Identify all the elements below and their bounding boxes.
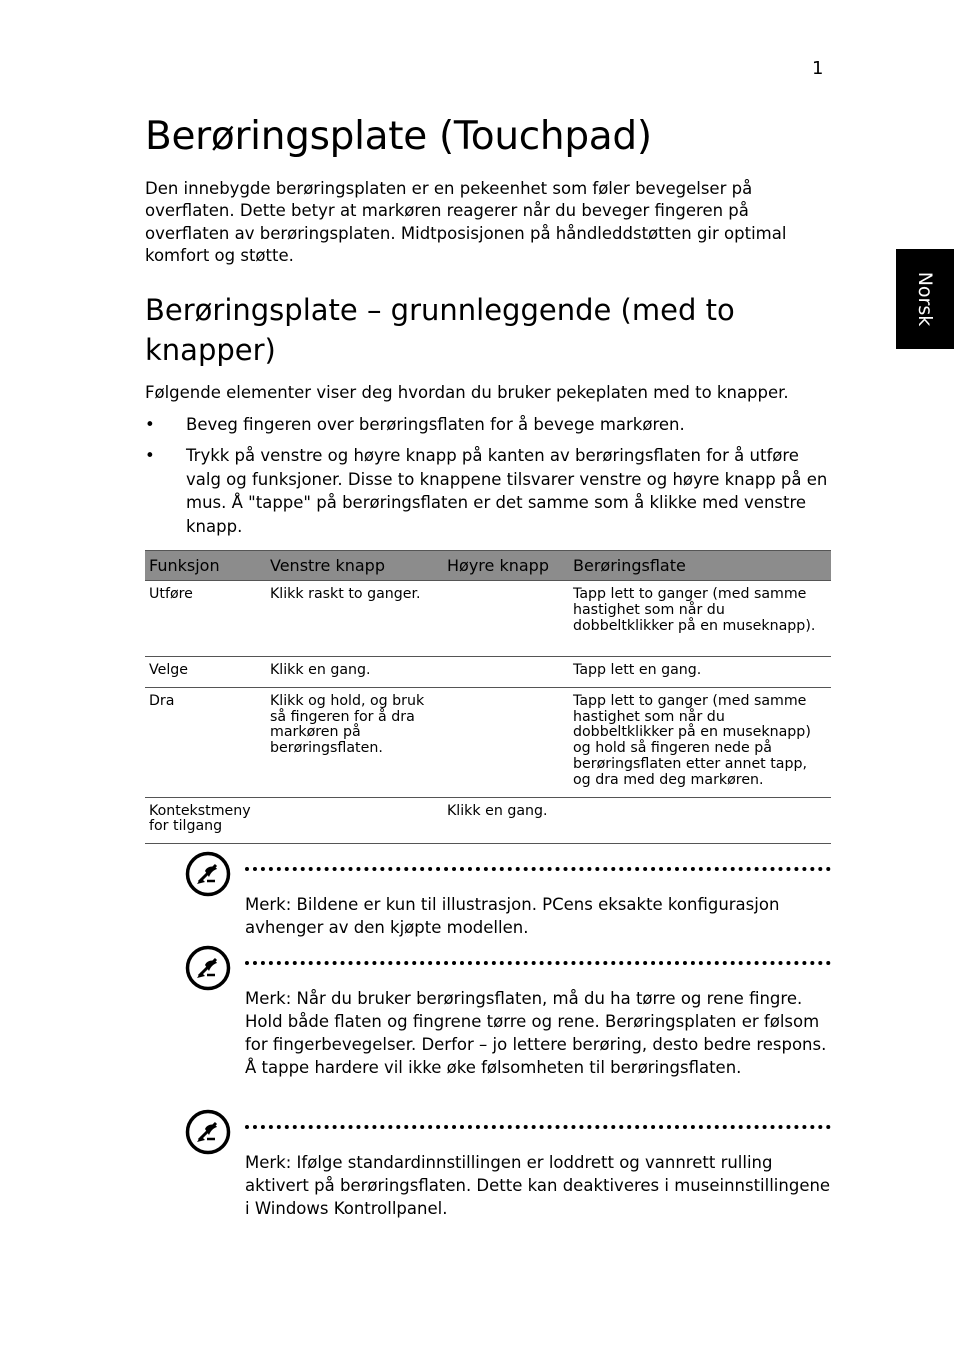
table-cell bbox=[266, 797, 443, 844]
table-cell: Tapp lett en gang. bbox=[569, 657, 831, 688]
table-row bbox=[145, 797, 831, 844]
note-pen-icon bbox=[185, 851, 231, 897]
table-cell: Klikk en gang. bbox=[443, 797, 569, 844]
table-cell: Klikk og hold, og bruk så fingeren for å dra markøren på berøringsflaten. bbox=[266, 687, 443, 797]
note-body: Ifølge standardinnstillingen er loddrett og vannrett rulling aktivert på berøringsflaten. Dette kan deaktiveres i museinnstillingene i Windows Kontrollpanel. bbox=[245, 1153, 831, 1218]
page-title: Berøringsplate (Touchpad) bbox=[145, 114, 652, 159]
note-pen-icon bbox=[185, 945, 231, 991]
note-pen-icon bbox=[185, 1109, 231, 1155]
table-row bbox=[145, 581, 831, 657]
list-item-text: Beveg fingeren over berøringsflaten for å bevege markøren. bbox=[186, 415, 685, 434]
table-header-cell: Venstre knapp bbox=[266, 551, 443, 581]
note-body: Bildene er kun til illustrasjon. PCens eksakte konfigurasjon avhenger av den kjøpte modellen. bbox=[245, 895, 780, 937]
table-header-cell: Høyre knapp bbox=[443, 551, 569, 581]
note-body: Når du bruker berøringsflaten, må du ha tørre og rene fingre. Hold både flaten og fingrene tørre og rene. Berøringsplaten er følsom for fingerbevegelser. Derfor – jo lettere berøring, desto bedre respons. Å tappe hardere vil ikke øke følsomheten til berøringsflaten. bbox=[245, 989, 827, 1077]
note-text bbox=[245, 1151, 831, 1220]
language-tab bbox=[896, 249, 954, 349]
language-tab-label: Norsk bbox=[914, 271, 936, 327]
table-cell bbox=[569, 797, 831, 844]
note-label: Merk: bbox=[245, 989, 292, 1008]
note-label: Merk: bbox=[245, 895, 292, 914]
dotted-divider bbox=[245, 961, 831, 965]
bullet-list bbox=[145, 413, 835, 546]
function-table bbox=[145, 550, 831, 844]
note-label: Merk: bbox=[245, 1153, 292, 1172]
page-number: 1 bbox=[812, 58, 824, 79]
dotted-divider bbox=[245, 867, 831, 871]
dotted-divider bbox=[245, 1125, 831, 1129]
section-lead: Følgende elementer viser deg hvordan du bruker pekeplaten med to knapper. bbox=[145, 383, 789, 402]
table-cell: Klikk raskt to ganger. bbox=[266, 581, 443, 657]
table-cell: Velge bbox=[145, 657, 266, 688]
table-cell: Utføre bbox=[145, 581, 266, 657]
table-cell: Klikk en gang. bbox=[266, 657, 443, 688]
table-cell bbox=[443, 581, 569, 657]
note-text bbox=[245, 987, 831, 1079]
bullet-dot: • bbox=[145, 415, 155, 434]
intro-paragraph: Den innebygde berøringsplaten er en pekeenhet som føler bevegelser på overflaten. Dette betyr at markøren reagerer når du beveger fingeren på overflaten av berøringsplaten. Midtposisjonen på håndleddstøtten gir optimal komfort og støtte. bbox=[145, 179, 787, 265]
table-cell: Tapp lett to ganger (med samme hastighet som når du dobbeltklikker på en museknapp) og hold så fingeren nede på berøringsflaten etter annet tapp, og dra med deg markøren. bbox=[569, 687, 831, 797]
table-cell: Tapp lett to ganger (med samme hastighet som når du dobbeltklikker på en museknapp). bbox=[569, 581, 831, 657]
table-header-cell: Berøringsflate bbox=[569, 551, 831, 581]
list-item bbox=[145, 444, 835, 538]
table-row bbox=[145, 657, 831, 688]
table-row bbox=[145, 687, 831, 797]
table-cell bbox=[443, 687, 569, 797]
table-header-cell: Funksjon bbox=[145, 551, 266, 581]
table-cell: Kontekstmeny for tilgang bbox=[145, 797, 266, 844]
section-title: Berøringsplate – grunnleggende (med to knapper) bbox=[145, 293, 735, 367]
bullet-dot: • bbox=[145, 446, 155, 466]
list-item-text: Trykk på venstre og høyre knapp på kanten av berøringsflaten for å utføre valg og funksjoner. Disse to knappene tilsvarer venstre og høyre knapp på en mus. Å "tappe" på berøringsflaten er det samme som å klikke med venstre knapp. bbox=[186, 446, 828, 536]
note-text bbox=[245, 893, 831, 939]
table-header-row bbox=[145, 551, 831, 581]
list-item bbox=[145, 413, 835, 436]
table-cell bbox=[443, 657, 569, 688]
table-cell: Dra bbox=[145, 687, 266, 797]
